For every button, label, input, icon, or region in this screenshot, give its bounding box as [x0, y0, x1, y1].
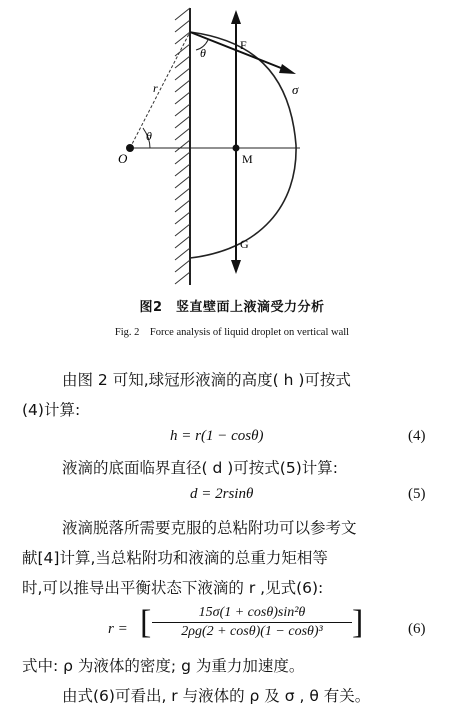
equation-5: d = 2rsinθ [190, 486, 254, 502]
force-diagram [0, 0, 464, 300]
paragraph-1-line-2: (4)计算: [22, 401, 81, 419]
arrow-up [231, 10, 241, 24]
label-r: r [153, 81, 158, 95]
label-F: F [240, 38, 247, 52]
equation-6-fraction [152, 605, 352, 640]
equation-4-number: (4) [408, 428, 426, 444]
equation-6-denominator: 2ρg(2 + cosθ)(1 − cosθ)³ [181, 624, 323, 639]
equation-6-number: (6) [408, 621, 426, 637]
label-theta-top: θ [200, 46, 206, 60]
label-theta-origin: θ [146, 129, 152, 143]
equation-6-lhs: r = [108, 621, 128, 637]
equation-6-right-bracket: ] [352, 604, 364, 641]
figure-caption-chinese: 图2 竖直壁面上液滴受力分析 [139, 300, 325, 315]
figure [0, 0, 464, 300]
label-G: G [240, 237, 249, 251]
equation-5-number: (5) [408, 486, 426, 502]
label-O: O [118, 151, 128, 166]
point-M [233, 145, 240, 152]
equation-4: h = r(1 − cosθ) [170, 428, 264, 444]
fraction-bar [152, 622, 352, 623]
paragraph-4-line-1: 式中: ρ 为液体的密度; g 为重力加速度。 [22, 657, 305, 675]
label-sigma: σ [292, 82, 299, 97]
figure-caption-english: Fig. 2 Force analysis of liquid droplet on vertical wall [114, 327, 350, 338]
paragraph-2-line-1: 液滴的底面临界直径( d )可按式(5)计算: [62, 459, 338, 477]
sigma-arrowhead [279, 64, 296, 74]
wall-hatching [175, 8, 190, 284]
paragraph-3-line-3: 时,可以推导出平衡状态下液滴的 r ,见式(6): [22, 579, 324, 597]
radius-line [130, 32, 190, 148]
droplet-outline [190, 32, 296, 258]
equation-6-left-bracket: [ [140, 604, 152, 641]
equation-6-numerator: 15σ(1 + cosθ)sin²θ [198, 605, 306, 620]
paragraph-3-line-1: 液滴脱落所需要克服的总粘附功可以参考文 [62, 519, 357, 537]
label-M: M [242, 152, 253, 166]
paragraph-5-line-1: 由式(6)可看出, r 与液体的 ρ 及 σ , θ 有关。 [62, 687, 371, 705]
paragraph-3-line-2: 献[4]计算,当总粘附功和液滴的总重力矩相等 [22, 549, 328, 567]
paragraph-1-line-1: 由图 2 可知,球冠形液滴的高度( h )可按式 [62, 371, 351, 389]
arrow-down [231, 260, 241, 274]
